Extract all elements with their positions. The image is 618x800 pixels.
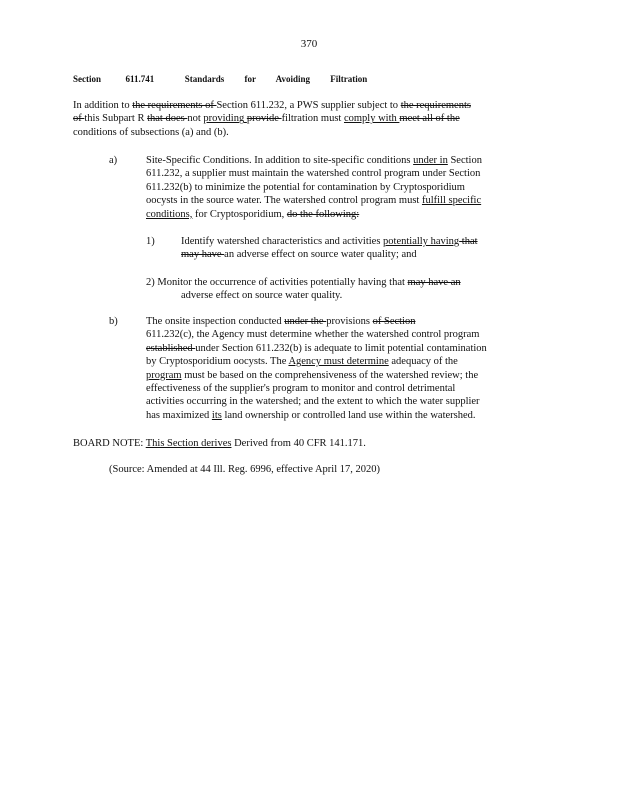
subsection-b-label: b) [109,316,118,327]
body-text: effectiveness of the supplier's program to monitor and control detrimental [146,383,456,395]
body-text: 611.232(c), the Agency must determine whether the watershed control program [146,329,480,341]
body-text: under Section 611.232(b) is adequate to limit potential contamination [195,342,487,354]
struck-text: the requirements of [132,100,217,111]
body-text: oocysts in the source water. The watershed control program must [146,195,422,207]
body-text: The onsite inspection conducted [146,316,285,327]
body-text: Site-Specific Conditions. In addition to site-specific conditions [146,155,414,166]
body-text: must be based on the comprehensiveness of the watershed review; the [181,369,479,381]
board-note [73,437,543,450]
section-heading [73,74,367,84]
struck-text: that [459,236,478,247]
body-text: provisions [326,316,373,327]
body-text: an adverse effect on source water quality; and [224,249,417,261]
intro-text: conditions of subsections (a) and (b). [73,126,229,138]
underlined-text: program [146,369,182,381]
source-note: (Source: Amended at 44 Ill. Reg. 6996, effective April 17, 2020) [109,464,380,475]
item-2-text [146,276,531,303]
body-text: for Cryptosporidium, [192,208,287,220]
board-note-label: BOARD NOTE: [73,438,146,449]
body-text: Derived from 40 CFR 141.171. [231,438,366,449]
underlined-text: comply with [343,113,400,125]
page-number: 370 [300,38,318,50]
body-text: adverse effect on source water quality. [181,290,343,302]
struck-text: under the [284,316,327,327]
intro-text: filtration must [281,113,344,125]
body-text: has maximized [146,409,212,421]
body-text: 2) Monitor the occurrence of activities potentially having that [146,277,408,288]
intro-text: this Subpart R [84,113,148,125]
body-text: Identify watershed characteristics and activities [181,236,384,247]
struck-text: of [73,113,85,125]
section-number: 611.741 [125,74,155,84]
body-text: activities occurring in the watershed; and the extent to which the water supplier [146,396,480,408]
section-label: Section [73,74,101,84]
body-text: by Cryptosporidium oocysts. The [146,356,289,368]
body-text: 611.232(b) to minimize the potential for contamination by Cryptosporidium [146,181,465,193]
underlined-text: potentially having [383,236,460,247]
struck-text: may have [181,249,225,261]
struck-text: meet all of the [399,113,460,125]
underlined-text: under in [413,155,448,166]
intro-paragraph [73,99,543,139]
intro-text: not [187,113,204,125]
body-text: 611.232, a supplier must maintain the watershed control program under Section [146,168,481,180]
body-text: Section [447,155,482,166]
struck-text: do the following: [286,208,360,220]
struck-text: provide [246,113,282,125]
underlined-text: fulfill specific [421,195,482,207]
struck-text: established [146,342,196,354]
intro-text: Section 611.232, a PWS supplier subject to [216,100,401,111]
struck-text: the requirements [400,100,471,111]
underlined-text: Agency must determine [288,356,389,368]
item-1-label: 1) [146,236,155,247]
body-text: adequacy of the [388,356,458,368]
subsection-b-text [146,315,531,422]
underlined-text: providing [203,113,247,125]
underlined-text: its [211,409,222,421]
subsection-a-text [146,154,536,221]
section-title: Standards for Avoiding Filtration [184,74,368,84]
struck-text: of Section [372,316,416,327]
underlined-text: conditions, [146,208,193,220]
struck-text: that does [147,113,188,125]
body-text: land ownership or controlled land use within the watershed. [221,409,476,421]
subsection-a-label: a) [109,155,118,166]
struck-text: may have an [407,277,461,288]
underlined-text: This Section derives [145,438,232,449]
item-1-text [181,235,526,262]
intro-text: In addition to [73,100,133,111]
